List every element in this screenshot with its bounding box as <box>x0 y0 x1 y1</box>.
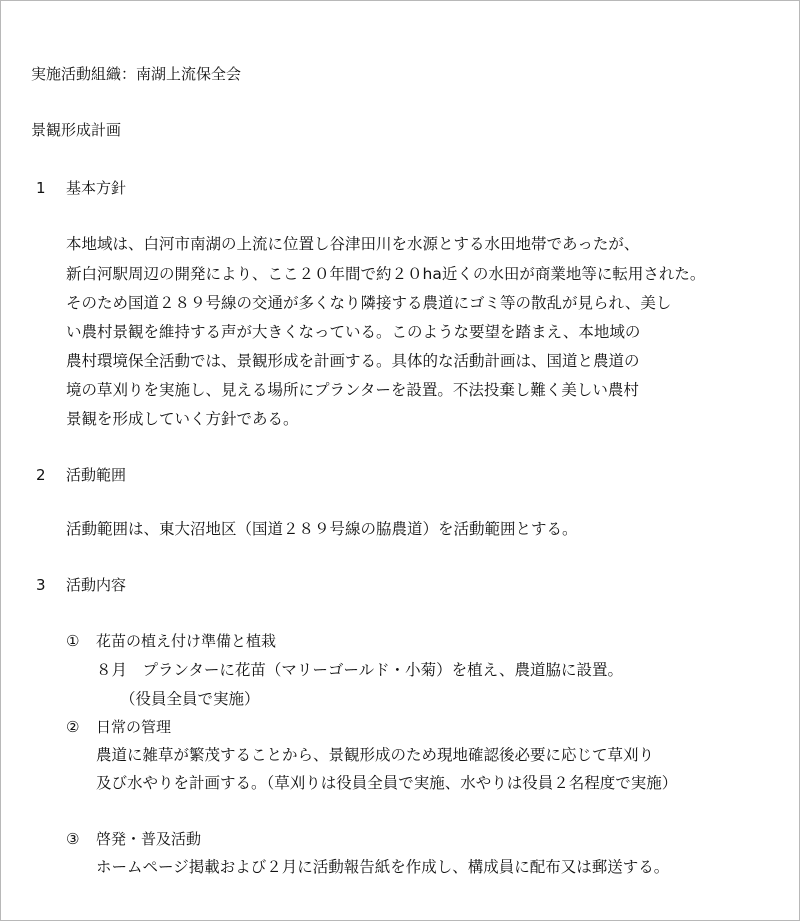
item1-title: 花苗の植え付け準備と植栽 <box>96 632 277 650</box>
item1-marker: ① <box>66 632 80 650</box>
section2-heading: 活動範囲 <box>66 466 127 484</box>
item2-line: 及び水やりを計画する。（草刈りは役員全員で実施、水やりは役員２名程度で実施） <box>96 774 678 792</box>
section2-number: 2 <box>36 466 46 484</box>
plan-title: 景観形成計画 <box>31 121 122 139</box>
section3-heading: 活動内容 <box>66 576 127 594</box>
section1-paragraph-line: 新白河駅周辺の開発により、ここ２０年間で約２０ha近くの水田が商業地等に転用された。 <box>66 265 706 283</box>
section1-paragraph-line: い農村景観を維持する声が大きくなっている。このような要望を踏まえ、本地域の <box>66 323 641 341</box>
item2-marker: ② <box>66 718 80 736</box>
section2-body: 活動範囲は、東大沼地区（国道２８９号線の脇農道）を活動範囲とする。 <box>66 520 578 538</box>
section1-heading: 基本方針 <box>66 179 127 197</box>
section3-number: 3 <box>36 576 46 594</box>
section1-paragraph-line: 境の草刈りを実施し、見える場所にプランターを設置。不法投棄し難く美しい農村 <box>66 381 639 399</box>
item1-line: （役員全員で実施） <box>120 690 260 708</box>
item3-line: ホームページ掲載および２月に活動報告紙を作成し、構成員に配布又は郵送する。 <box>96 858 670 876</box>
section1-number: 1 <box>36 179 46 197</box>
section1-paragraph-line: 農村環境保全活動では、景観形成を計画する。具体的な活動計画は、国道と農道の <box>66 352 640 370</box>
organization-line: 実施活動組織：南湖上流保全会 <box>31 65 242 83</box>
item2-line: 農道に雑草が繁茂することから、景観形成のため現地確認後必要に応じて草刈り <box>96 746 655 764</box>
item3-marker: ③ <box>66 830 80 848</box>
item1-line: ８月 プランターに花苗（マリーゴールド・小菊）を植え、農道脇に設置。 <box>96 661 624 679</box>
section1-paragraph-line: 本地域は、白河市南湖の上流に位置し谷津田川を水源とする水田地帯であったが、 <box>66 235 640 253</box>
item2-title: 日常の管理 <box>96 718 172 736</box>
item3-title: 啓発・普及活動 <box>96 830 202 848</box>
section1-paragraph-line: そのため国道２８９号線の交通が多くなり隣接する農道にゴミ等の散乱が見られ、美し <box>66 294 672 312</box>
section1-paragraph-line: 景観を形成していく方針である。 <box>66 410 299 428</box>
